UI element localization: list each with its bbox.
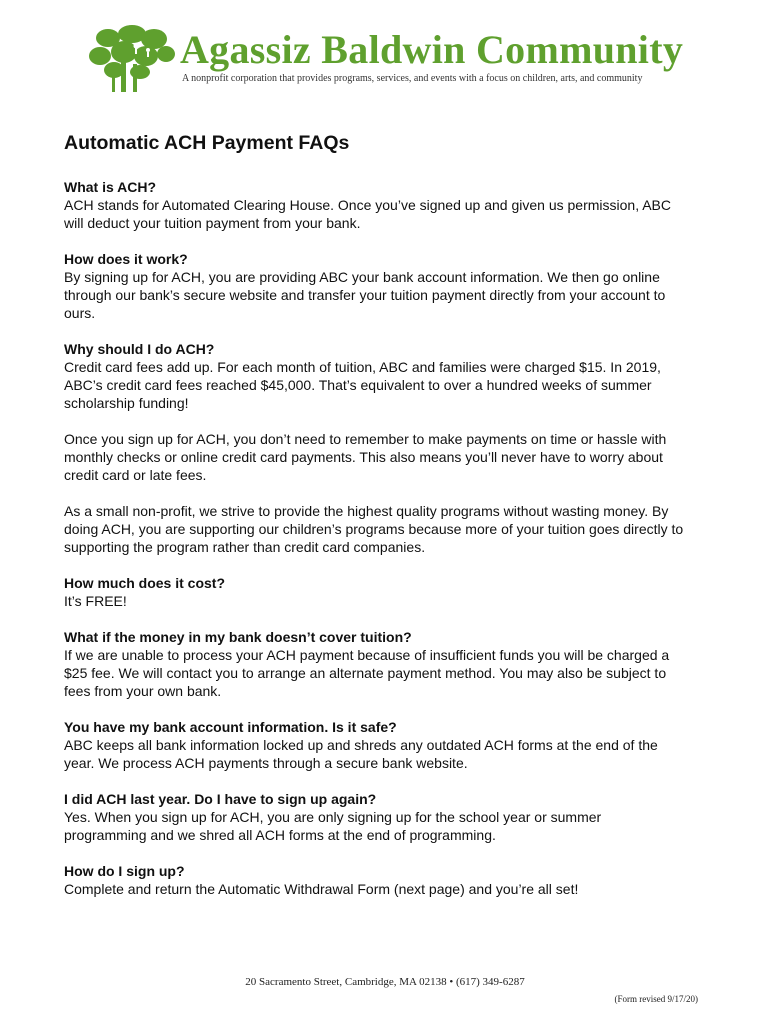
faq-answer: Yes. When you sign up for ACH, you are only signing up for the school year or summer programming and we shred all ACH forms at the end of programming. — [64, 809, 602, 843]
faq-answer: By signing up for ACH, you are providing ABC your bank account information. We then go online through our bank’s secure website and transfer your tuition payment directly from your account to ours. — [64, 269, 666, 321]
faq-question: What is ACH? — [64, 179, 157, 195]
faq-answer: Once you sign up for ACH, you don’t need to remember to make payments on time or hassle with monthly checks or online credit card payments. This also means you’ll never have to worry about credit card or late fees. — [64, 431, 667, 483]
org-name: Agassiz Baldwin Community — [180, 27, 684, 72]
header — [88, 24, 708, 96]
faq-item — [64, 790, 684, 844]
faq-item — [64, 862, 684, 898]
form-revised-note: (Form revised 9/17/20) — [614, 994, 698, 1004]
faq-answer: Complete and return the Automatic Withdrawal Form (next page) and you’re all set! — [64, 881, 579, 897]
faq-answer: Credit card fees add up. For each month of tuition, ABC and families were charged $15. In 2019, ABC’s credit card fees reached $45,000. That’s equivalent to over a hundred weeks of summer scholarship funding! — [64, 359, 661, 411]
faq-question: How much does it cost? — [64, 575, 226, 591]
faq-question: How does it work? — [64, 251, 188, 267]
faq-answer: As a small non-profit, we strive to provide the highest quality programs without wasting money. By doing ACH, you are supporting our children’s programs because more of your tuition goes directly to supporting the program rather than credit card companies. — [64, 503, 684, 555]
footer-address: 20 Sacramento Street, Cambridge, MA 02138 • (617) 349-6287 — [245, 976, 525, 988]
tree-logo-icon — [88, 24, 178, 94]
faq-question: I did ACH last year. Do I have to sign up again? — [64, 791, 377, 807]
faq-question: You have my bank account information. Is it safe? — [64, 719, 397, 735]
page-title: Automatic ACH Payment FAQs — [64, 132, 350, 154]
faq-item — [64, 628, 684, 700]
faq-item — [64, 178, 684, 232]
faq-content — [64, 130, 684, 916]
faq-item — [64, 340, 684, 412]
faq-item — [64, 718, 684, 772]
org-tagline: A nonprofit corporation that provides programs, services, and events with a focus on children, arts, and community — [182, 73, 643, 84]
faq-question: Why should I do ACH? — [64, 341, 215, 357]
faq-answer-paragraph — [64, 502, 684, 556]
faq-question: What if the money in my bank doesn’t cover tuition? — [64, 629, 412, 645]
faq-answer-paragraph — [64, 430, 684, 484]
faq-question: How do I sign up? — [64, 863, 185, 879]
faq-answer: ABC keeps all bank information locked up and shreds any outdated ACH forms at the end of the year. We process ACH payments through a secure bank website. — [64, 737, 658, 771]
faq-answer: If we are unable to process your ACH payment because of insufficient funds you will be charged a $25 fee. We will contact you to arrange an alternate payment method. You may also be subject to fees from your own bank. — [64, 647, 670, 699]
faq-answer: ACH stands for Automated Clearing House. Once you’ve signed up and given us permission, ABC will deduct your tuition payment from your bank. — [64, 197, 671, 231]
faq-item — [64, 574, 684, 610]
faq-answer: It’s FREE! — [64, 593, 127, 609]
faq-item — [64, 250, 684, 322]
